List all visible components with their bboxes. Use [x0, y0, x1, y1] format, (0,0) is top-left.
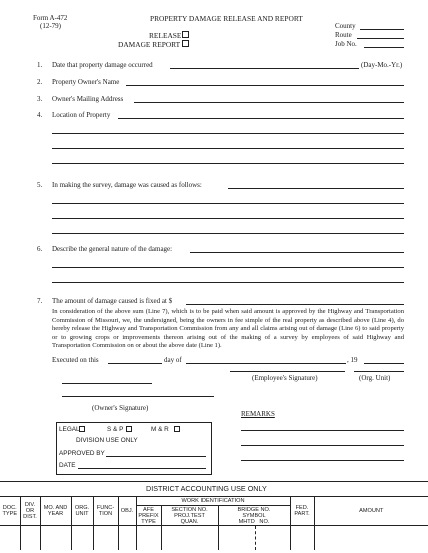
column-fed-part: FED. PART. [290, 497, 314, 526]
item-2-number: 2. [37, 78, 43, 86]
function-cell[interactable] [93, 526, 118, 550]
item-7-label: The amount of damage caused is fixed at $ [52, 297, 173, 305]
accounting-title: DISTRICT ACCOUNTING USE ONLY [146, 484, 267, 493]
damage-cause-field[interactable] [228, 188, 404, 189]
mr-checkbox[interactable] [174, 426, 180, 432]
form-date: (12-79) [40, 22, 61, 30]
owner-signature-line-1[interactable] [62, 383, 152, 384]
item-3-number: 3. [37, 95, 43, 103]
sp-checkbox[interactable] [126, 426, 132, 432]
item-6-number: 6. [37, 245, 43, 253]
division-use-title: DIVISION USE ONLY [76, 437, 138, 444]
column-amount: AMOUNT [314, 497, 428, 526]
year-prefix: , 19 [347, 356, 358, 364]
bridge-cell[interactable] [218, 526, 290, 550]
item-7-number: 7. [37, 297, 43, 305]
employee-signature-line[interactable] [230, 371, 345, 372]
column-doc-type: DOC. TYPE [0, 497, 20, 526]
property-location-line[interactable] [52, 148, 404, 149]
column-mo-year: MO. AND YEAR [40, 497, 71, 526]
obj-cell[interactable] [118, 526, 136, 550]
org-unit-cell[interactable] [71, 526, 93, 550]
day-of-label: day of [164, 356, 182, 364]
item-3-label: Owner's Mailing Address [52, 95, 124, 103]
division-date-field[interactable] [78, 468, 206, 469]
legal-label: LEGAL [59, 426, 80, 433]
employee-signature-label: (Employee's Signature) [252, 374, 318, 382]
accounting-top-rule [0, 481, 428, 482]
item-5-number: 5. [37, 181, 43, 189]
work-identification-header: WORK IDENTIFICATION [136, 497, 290, 506]
column-obj: OBJ. [118, 497, 136, 526]
sp-label: S & P [107, 426, 124, 433]
mailing-address-field[interactable] [134, 102, 404, 103]
mo-year-cell[interactable] [40, 526, 71, 550]
fed-part-cell[interactable] [290, 526, 314, 550]
org-unit-line[interactable] [354, 371, 404, 372]
release-checkbox[interactable] [182, 31, 189, 38]
column-afe: AFE PREFIX TYPE [136, 506, 161, 526]
executed-label: Executed on this [52, 356, 99, 364]
column-bridge: BRIDGE NO. SYMBOL MHTD NO. [218, 506, 290, 526]
county-field[interactable] [360, 29, 404, 30]
mr-label: M & R [151, 426, 169, 433]
afe-cell[interactable] [136, 526, 161, 550]
doc-type-cell[interactable] [0, 526, 20, 550]
remarks-line[interactable] [241, 430, 404, 431]
route-label: Route [335, 31, 352, 39]
owner-signature-line-2[interactable] [62, 396, 214, 397]
amount-cell[interactable] [314, 526, 428, 550]
executed-month-field[interactable] [186, 363, 346, 364]
form-number: Form A-472 [33, 14, 68, 22]
remarks-label: REMARKS [241, 410, 275, 418]
item-5-label: In making the survey, damage was caused as follows: [52, 181, 202, 189]
damage-nature-line[interactable] [52, 267, 404, 268]
org-unit-label: (Org. Unit) [359, 374, 391, 382]
county-label: County [335, 22, 356, 30]
column-section: SECTION NO. PROJ.TEST QUAN. [161, 506, 218, 526]
remarks-line[interactable] [241, 445, 404, 446]
route-field[interactable] [357, 38, 404, 39]
date-label: DATE [59, 462, 76, 469]
release-label: RELEASE [149, 31, 182, 40]
damage-cause-line[interactable] [52, 203, 404, 204]
job-label: Job No. [335, 40, 357, 48]
damage-date-field[interactable] [170, 68, 359, 69]
column-function: FUNC- TION [93, 497, 118, 526]
consideration-paragraph: In consideration of the above sum (Line 7), which is to be paid when said amount is approved by the Highway and Transportation Commission of Missouri, we, the undersigned, being the owners in fee simple of the real property as described above (Line 4), do hereby release the Highway and Transportation Commission from any and all claims arising out of damage (Line 6) to said property or to growing crops or improvements thereon arising out of the making of a survey by employees of said Highway and Transportation Commission on or about the above date (Line 1). [52, 308, 404, 350]
item-4-label: Location of Property [52, 111, 111, 119]
bridge-divider [255, 526, 256, 550]
item-1-suffix: (Day-Mo.-Yr.) [361, 61, 403, 69]
damage-report-checkbox[interactable] [182, 40, 189, 47]
executed-day-field[interactable] [108, 363, 162, 364]
accounting-table [0, 496, 428, 550]
damage-report-label: DAMAGE REPORT [118, 40, 181, 49]
property-location-field[interactable] [118, 118, 404, 119]
owner-signature-label: (Owner's Signature) [92, 404, 149, 412]
item-1-label: Date that property damage occurred [52, 61, 153, 69]
executed-year-field[interactable] [364, 363, 404, 364]
remarks-line[interactable] [241, 460, 404, 461]
column-div-dist: DIV. OR DIST. [20, 497, 40, 526]
item-6-label: Describe the general nature of the damage: [52, 245, 173, 253]
approved-by-label: APPROVED BY [59, 450, 105, 457]
item-4-number: 4. [37, 111, 43, 119]
job-number-field[interactable] [364, 47, 404, 48]
damage-nature-line[interactable] [52, 282, 404, 283]
div-dist-cell[interactable] [20, 526, 40, 550]
section-cell[interactable] [161, 526, 218, 550]
column-org-unit: ORG. UNIT [71, 497, 93, 526]
damage-amount-field[interactable] [186, 304, 404, 305]
item-1-number: 1. [37, 61, 43, 69]
approved-by-field[interactable] [106, 456, 206, 457]
property-location-line[interactable] [52, 163, 404, 164]
legal-checkbox[interactable] [79, 426, 85, 432]
property-location-line[interactable] [52, 133, 404, 134]
damage-nature-field[interactable] [190, 252, 404, 253]
item-2-label: Property Owner's Name [52, 78, 120, 86]
damage-cause-line[interactable] [52, 218, 404, 219]
owner-name-field[interactable] [126, 85, 404, 86]
damage-cause-line[interactable] [52, 233, 404, 234]
form-title: PROPERTY DAMAGE RELEASE AND REPORT [150, 14, 303, 23]
